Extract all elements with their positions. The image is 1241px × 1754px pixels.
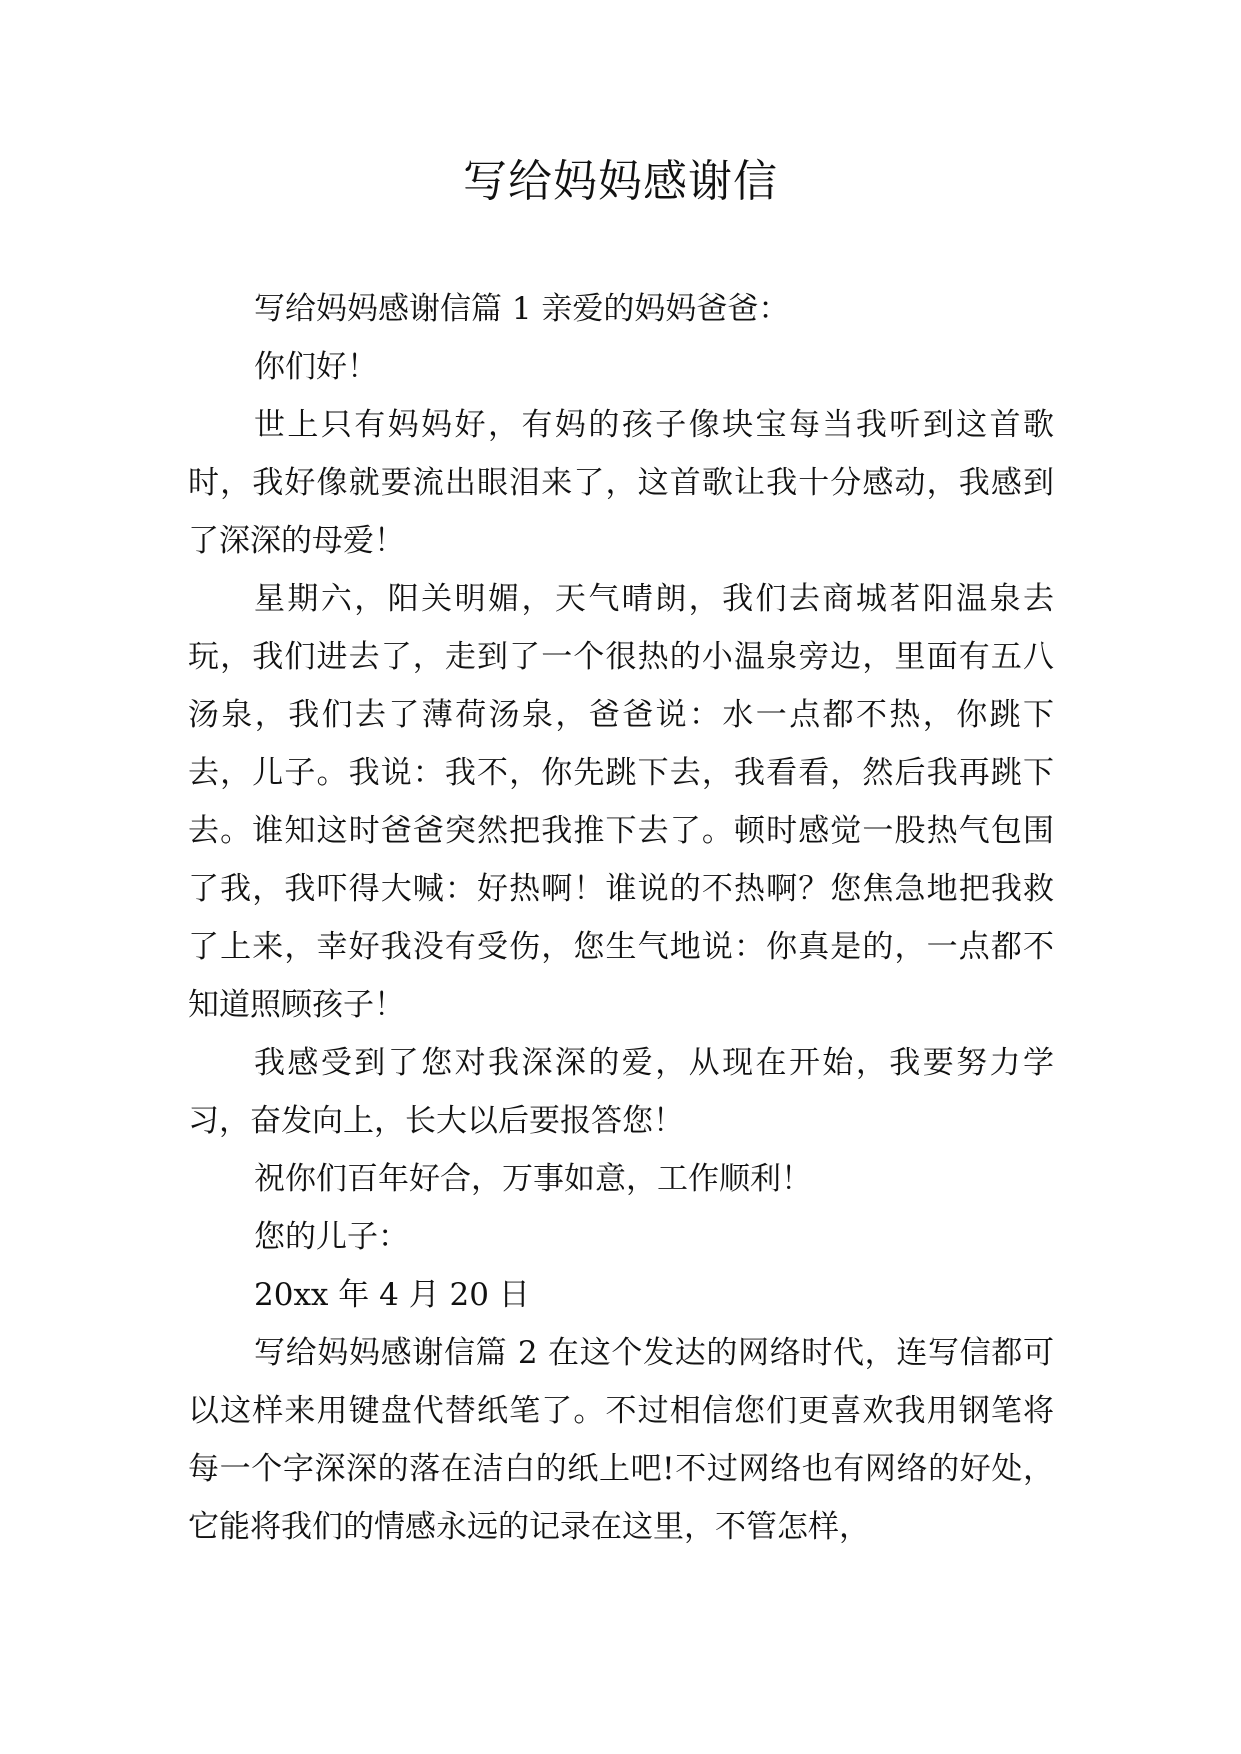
paragraph-date: 20xx 年 4 月 20 日: [254, 1277, 530, 1313]
paragraph-signature: 您的儿子：: [254, 1219, 409, 1255]
paragraph-hot-spring: 星期六，阳关明媚，天气晴朗，我们去商城茗阳温泉去玩，我们进去了，走到了一个很热的小温泉旁边，里面有五八汤泉，我们去了薄荷汤泉，爸爸说：水一点都不热，你跳下去，儿子。我说：我不，你先跳下去，我看看，然后我再跳下去。谁知这时爸爸突然把我推下去了。顿时感觉一股热气包围了我，我吓得大喊：好热啊！谁说的不热啊？您焦急地把我救了上来，幸好我没有受伤，您生气地说：你真是的，一点都不知道照顾孩子！: [188, 581, 1054, 1023]
paragraph-wishes: 祝你们百年好合，万事如意，工作顺利！: [254, 1161, 812, 1197]
paragraph-gratitude: 我感受到了您对我深深的爱，从现在开始，我要努力学习，奋发向上，长大以后要报答您！: [188, 1045, 1054, 1139]
paragraph-greeting: 写给妈妈感谢信篇 1 亲爱的妈妈爸爸：: [254, 291, 790, 327]
paragraph-letter-two: 写给妈妈感谢信篇 2 在这个发达的网络时代，连写信都可以这样来用键盘代替纸笔了。不过相信您们更喜欢我用钢笔将每一个字深深的落在洁白的纸上吧!不过网络也有网络的好处，它能将我们的情感永远的记录在这里，不管怎样，: [188, 1335, 1054, 1545]
paragraph-song: 世上只有妈妈好，有妈的孩子像块宝每当我听到这首歌时，我好像就要流出眼泪来了，这首歌让我十分感动，我感到了深深的母爱！: [188, 407, 1054, 559]
paragraph-hello: 你们好！: [254, 349, 378, 385]
document-title: 写给妈妈感谢信: [463, 156, 778, 207]
letter-body: [188, 280, 1054, 1556]
